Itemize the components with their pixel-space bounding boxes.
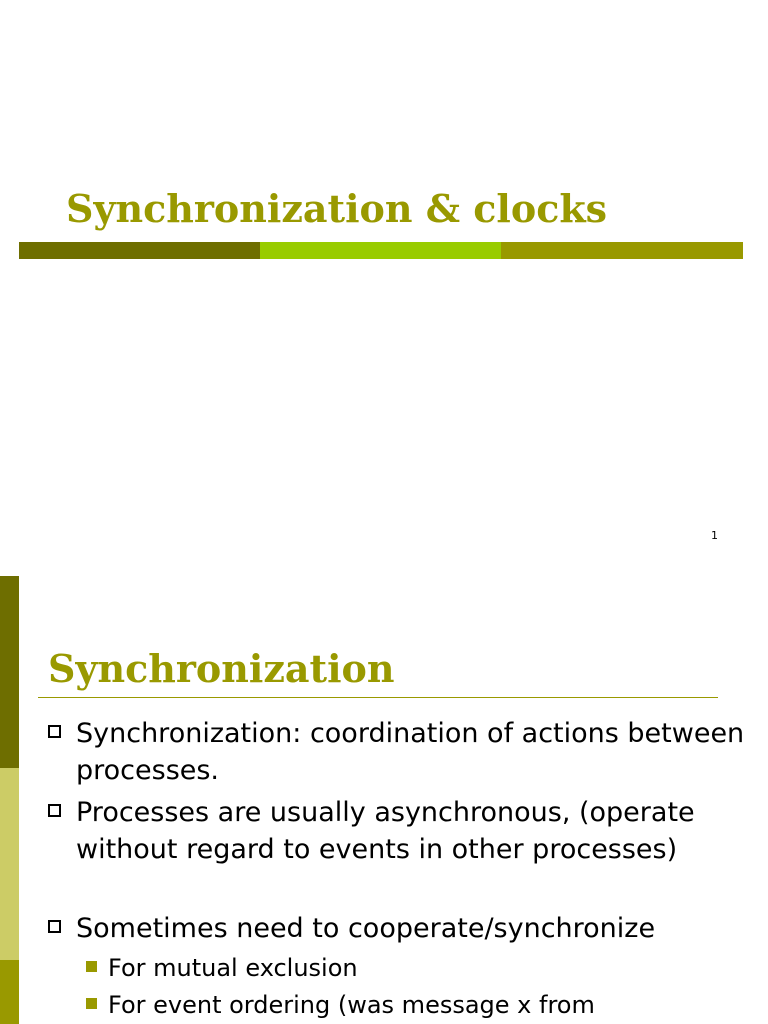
sidebar-segment-dark <box>0 576 19 768</box>
page-number: 1 <box>711 529 718 542</box>
bullet-text: Processes are usually asynchronous, (operate without regard to events in other processes) <box>76 797 695 865</box>
slide-title: Synchronization <box>48 646 395 691</box>
bullet-text: Sometimes need to cooperate/synchronize <box>76 913 656 944</box>
title-bar-segment-green <box>260 242 501 259</box>
title-bar-segment-olive <box>501 242 743 259</box>
title-bar-segment-dark <box>19 242 260 259</box>
title-divider <box>38 697 718 698</box>
bullet-item <box>48 715 748 789</box>
filled-square-bullet-icon <box>86 998 97 1009</box>
sub-bullet-item <box>86 950 746 987</box>
hollow-square-bullet-icon <box>48 725 61 738</box>
sub-bullet-item <box>86 987 746 1024</box>
bullet-item <box>48 910 748 947</box>
bullet-text: Synchronization: coordination of actions between processes. <box>76 718 745 786</box>
slide-title: Synchronization & clocks <box>66 186 608 231</box>
sidebar-segment-olive <box>0 960 19 1024</box>
filled-square-bullet-icon <box>86 961 97 972</box>
sub-bullet-text: For mutual exclusion <box>108 954 358 982</box>
hollow-square-bullet-icon <box>48 920 61 933</box>
sidebar-segment-light <box>0 768 19 960</box>
hollow-square-bullet-icon <box>48 804 61 817</box>
slide-2 <box>0 576 768 1024</box>
bullet-item <box>48 794 748 868</box>
sub-bullet-text: For event ordering (was message x from <box>108 991 595 1019</box>
